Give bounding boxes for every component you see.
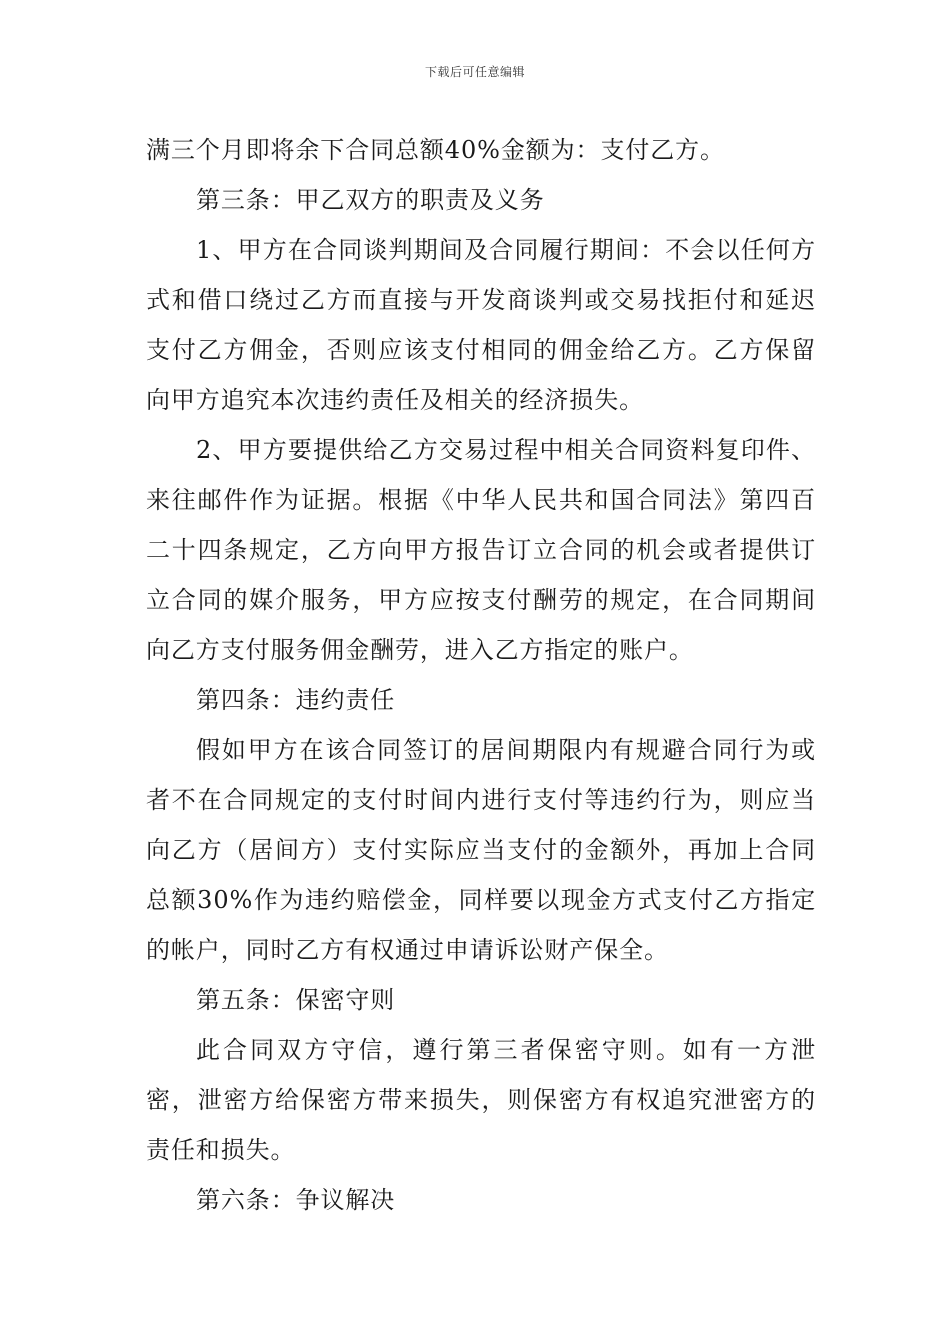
heading-article-3: 第三条：甲乙双方的职责及义务: [196, 186, 545, 214]
document-body: [146, 125, 816, 1225]
heading-article-4: 第四条：违约责任: [196, 686, 396, 714]
paragraph-article-5: 此合同双方守信，遵行第三者保密守则。如有一方泄密，泄密方给保密方带来损失，则保密方有权追究泄密方的责任和损失。: [146, 1036, 816, 1164]
paragraph-payment-remainder: 满三个月即将余下合同总额40%金额为：支付乙方。: [146, 136, 725, 164]
paragraph-article-3-clause-2: 2、甲方要提供给乙方交易过程中相关合同资料复印件、来往邮件作为证据。根据《中华人民共和国合同法》第四百二十四条规定，乙方向甲方报告订立合同的机会或者提供订立合同的媒介服务，甲方应按支付酬劳的规定，在合同期间向乙方支付服务佣金酬劳，进入乙方指定的账户。: [146, 436, 816, 664]
paragraph-article-4: 假如甲方在该合同签订的居间期限内有规避合同行为或者不在合同规定的支付时间内进行支付等违约行为，则应当向乙方（居间方）支付实际应当支付的金额外，再加上合同总额30%作为违约赔偿金，同样要以现金方式支付乙方指定的帐户，同时乙方有权通过申请诉讼财产保全。: [146, 736, 816, 964]
heading-article-5: 第五条：保密守则: [196, 986, 396, 1014]
page-header: 下载后可任意编辑: [424, 65, 525, 79]
paragraph-article-3-clause-1: 1、甲方在合同谈判期间及合同履行期间：不会以任何方式和借口绕过乙方而直接与开发商谈判或交易找拒付和延迟支付乙方佣金，否则应该支付相同的佣金给乙方。乙方保留向甲方追究本次违约责任及相关的经济损失。: [146, 236, 816, 414]
heading-article-6: 第六条：争议解决: [196, 1186, 396, 1214]
